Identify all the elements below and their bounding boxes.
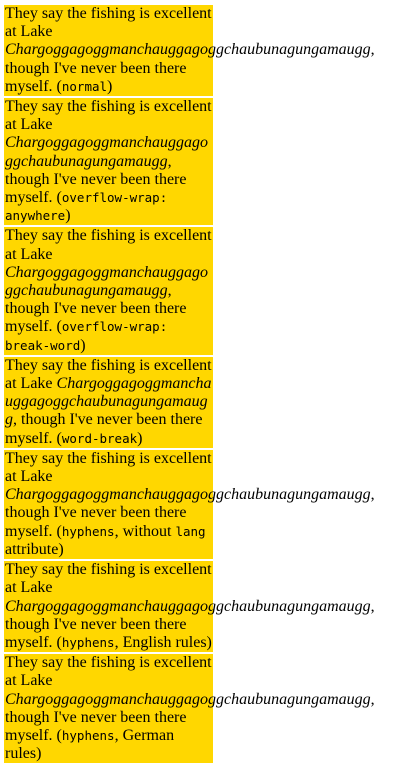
lake-name: Chargoggagoggmanchauggagoggchaubunagungamaugg [5, 375, 212, 429]
property-code: word-break [61, 430, 138, 446]
demo-box-stack [4, 5, 375, 765]
sentence-tail: , though I've never been there myself. ( [5, 41, 375, 95]
property-code: overflow-wrap: break-word [5, 319, 168, 353]
lang-code: lang [175, 523, 206, 539]
lake-name: Chargoggagoggmanchauggagoggchaubunagungamaugg [5, 134, 208, 170]
label-suffix: ) [137, 429, 143, 447]
property-code: hyphens [61, 523, 115, 539]
lake-name: Chargoggagoggmanchauggagoggchaubunagungamaugg [5, 263, 208, 300]
sentence-tail: , though I've never been there myself. ( [5, 282, 187, 336]
demo-box-hyphens-german [4, 654, 375, 763]
lake-name: Chargoggagoggmanchauggagoggchaubunagungamaugg [5, 597, 371, 615]
sentence-lead: They say the fishing is excellent at Lake [5, 356, 212, 393]
sentence-lead: They say the fishing is excellent at Lake [5, 561, 212, 597]
label-suffix: ) [107, 77, 113, 95]
label-suffix: ) [65, 207, 71, 225]
demo-box-normal [4, 5, 375, 96]
sentence-lead: They say the fishing is excellent at Lake [5, 449, 212, 486]
sentence-lead: They say the fishing is excellent at Lake [5, 5, 212, 41]
demo-box-word-break [4, 357, 213, 448]
sentence-lead: They say the fishing is excellent at Lake [5, 654, 212, 690]
sentence-lead: They say the fishing is excellent at Lake [5, 227, 212, 263]
demo-box-overflow-wrap-anywhere [4, 98, 213, 225]
sentence-tail: , though I've never been there myself. ( [5, 411, 203, 447]
lake-name: Chargoggagoggmanchauggagoggchaubunagungamaugg [5, 41, 371, 59]
demo-box-overflow-wrap-break-word [4, 227, 213, 354]
label-suffix: ) [80, 336, 86, 354]
property-code: normal [61, 78, 108, 94]
sentence-tail: , though I've never been there myself. ( [5, 486, 375, 540]
label-suffix: , English rules) [114, 633, 212, 651]
demo-box-hyphens-no-lang [4, 449, 375, 559]
sentence-tail: , though I've never been there myself. ( [5, 690, 375, 744]
label-suffix-2: attribute) [5, 540, 64, 558]
lake-name: Chargoggagoggmanchauggagoggchaubunagungamaugg [5, 486, 371, 504]
sentence-tail: , though I've never been there myself. ( [5, 152, 187, 207]
sentence-lead: They say the fishing is excellent at Lake [5, 98, 212, 134]
sentence-tail: , though I've never been there myself. ( [5, 597, 375, 651]
label-suffix: , German rules) [5, 726, 175, 763]
label-suffix: , without [114, 522, 176, 540]
demo-box-hyphens-english [4, 561, 375, 652]
property-code: hyphens [61, 634, 115, 650]
property-code: hyphens [61, 727, 115, 743]
property-code: overflow-wrap: anywhere [5, 190, 168, 224]
lake-name: Chargoggagoggmanchauggagoggchaubunagungamaugg [5, 690, 371, 708]
